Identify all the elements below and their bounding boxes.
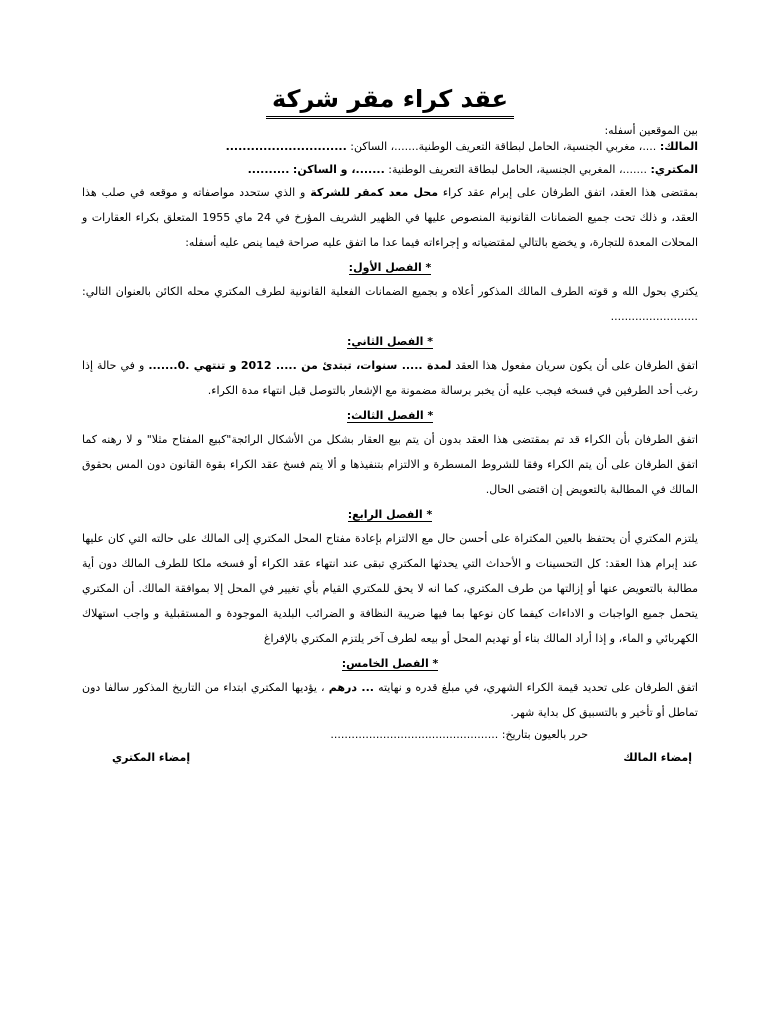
section-1-dots: ......................... bbox=[610, 310, 698, 323]
section-4-heading bbox=[82, 504, 698, 526]
section-5-body bbox=[82, 675, 698, 725]
section-2-bold: لمدة ..... سنوات، تبتدئ من ..... 2012 و تنتهي .0....... bbox=[148, 359, 452, 372]
section-4-body: يلتزم المكتري أن يحتفظ بالعين المكتراة على أحسن حال مع الالتزام بإعادة مفتاح المحل المكتري إلى المالك على حالته التي كان عليها عند إبرام هذا العقد: كل التحسينات و الأحداث التي يحدثها المكتري تبقى عند انتهاء عقد الكراء أو فسخه ملكا للطرف المالك دون أية مطالبة بالتعويض عنها أو إزالتها من طرف المكتري، كما انه لا يحق للمكتري القيام بأي تغيير في المحل إلا بموافقة المالك. أن المكتري يتحمل جميع الواجبات و الاداءات كيفما كان نوعها بما فيها ضريبة النظافة و الضرائب البلدية الموجودة و المستقبلية و واجب استهلاك الكهربائي و الماء، و إذا أراد المالك بناء أو تهديم المحل أو بيعه لطرف آخر يلتزم المكتري بالإفراغ bbox=[82, 532, 698, 645]
owner-signature: إمضاء المالك bbox=[623, 751, 692, 764]
tenant-line bbox=[82, 162, 698, 178]
section-3-heading-text: * الفصل الثالث: bbox=[346, 409, 434, 422]
document-title: عقد كراء مقر شركة bbox=[266, 84, 514, 119]
contract-page bbox=[82, 84, 698, 764]
tenant-text-1: .......، المغربي الجنسية، الحامل لبطاقة التعريف الوطنية: bbox=[388, 163, 647, 176]
date-dots: ................................................ bbox=[330, 728, 499, 741]
preamble-text-2: و الذي ستحدد مواصفاته و موقعه في صلب هذا العقد، و ذلك تحت جميع الضمانات القانونية المنصوص عليها في الظهير الشريف المؤرخ في 24 ماي 1955 المتعلق بكراء العقارات و المحلات المعدة للتجارة، و يخضع بالتالي لمقتضياته و إجراءاته فيما عدا ما اتفق عليه صراحة فيما ينص عليه أسفله: bbox=[82, 186, 698, 249]
section-1-heading-text: * الفصل الأول: bbox=[348, 261, 432, 274]
title-wrap bbox=[82, 84, 698, 119]
tenant-dots: .......... bbox=[247, 163, 290, 176]
preamble bbox=[82, 180, 698, 255]
section-2-body bbox=[82, 353, 698, 403]
section-5-heading-text: * الفصل الخامس: bbox=[341, 657, 439, 670]
owner-line bbox=[82, 139, 698, 155]
owner-dots: ............................. bbox=[225, 140, 347, 153]
preamble-bold: محل معد كمقر للشركة bbox=[310, 186, 439, 199]
signature-row bbox=[82, 751, 698, 764]
tenant-text-2: .......، و الساكن: bbox=[292, 163, 385, 176]
section-5-heading bbox=[82, 653, 698, 675]
section-2-heading bbox=[82, 331, 698, 353]
section-5-text-2: ، يؤديها المكتري ابتداء من التاريخ المذكور سالفا دون تماطل أو تأخير و بالتسبيق كل بداية شهر. bbox=[82, 681, 698, 719]
section-2-heading-text: * الفصل الثاني: bbox=[346, 335, 434, 348]
parties-intro: بين الموقعين أسفله: bbox=[604, 124, 698, 137]
date-line bbox=[82, 725, 698, 745]
section-2-text-1: اتفق الطرفان على أن يكون سريان مفعول هذا العقد bbox=[455, 359, 699, 372]
section-1-body bbox=[82, 279, 698, 329]
section-1-heading bbox=[82, 257, 698, 279]
section-1-text: يكتري بحول الله و قوته الطرف المالك المذكور أعلاه و بجميع الضمانات الفعلية القانونية لطرف المكتري محله الكائن بالعنوان التالي: bbox=[82, 285, 698, 298]
section-3-body: اتفق الطرفان بأن الكراء قد تم بمقتضى هذا العقد بدون أن يتم بيع العقار بشكل من الأشكال الرائجة"كبيع المفتاح مثلا" و لا رهنه كما اتفق الطرفان على أن يتم الكراء وفقا للشروط المسطرة و الالتزام بتنفيذها و ألا يتم فسخ عقد الكراء بقوة القانون دون المس بحقوق المالك في المطالبة بالتعويض إن اقتضى الحال. bbox=[82, 433, 698, 496]
owner-label: المالك: bbox=[659, 140, 698, 153]
section-3-heading bbox=[82, 405, 698, 427]
preamble-text-1: بمقتضى هذا العقد، اتفق الطرفان على إبرام عقد كراء bbox=[442, 186, 699, 199]
tenant-label: المكتري: bbox=[650, 163, 698, 176]
section-2-text-2: و في حالة إذا رغب أحد الطرفين في فسخه فيجب عليه أن يخبر برسالة مضمونة مع الإشعار بالتوصل قبل انتهاء مدة الكراء. bbox=[82, 359, 698, 397]
tenant-signature: إمضاء المكتري bbox=[112, 751, 191, 764]
section-5-bold: ... درهم bbox=[328, 681, 374, 694]
date-label: حرر بالعيون بتاريخ: bbox=[501, 728, 588, 741]
section-5-text-1: اتفق الطرفان على تحديد قيمة الكراء الشهري، في مبلغ قدره و نهايته bbox=[378, 681, 698, 694]
section-4-heading-text: * الفصل الرابع: bbox=[347, 508, 433, 521]
owner-text: ....، مغربي الجنسية، الحامل لبطاقة التعريف الوطنية.......، الساكن: bbox=[350, 140, 657, 153]
